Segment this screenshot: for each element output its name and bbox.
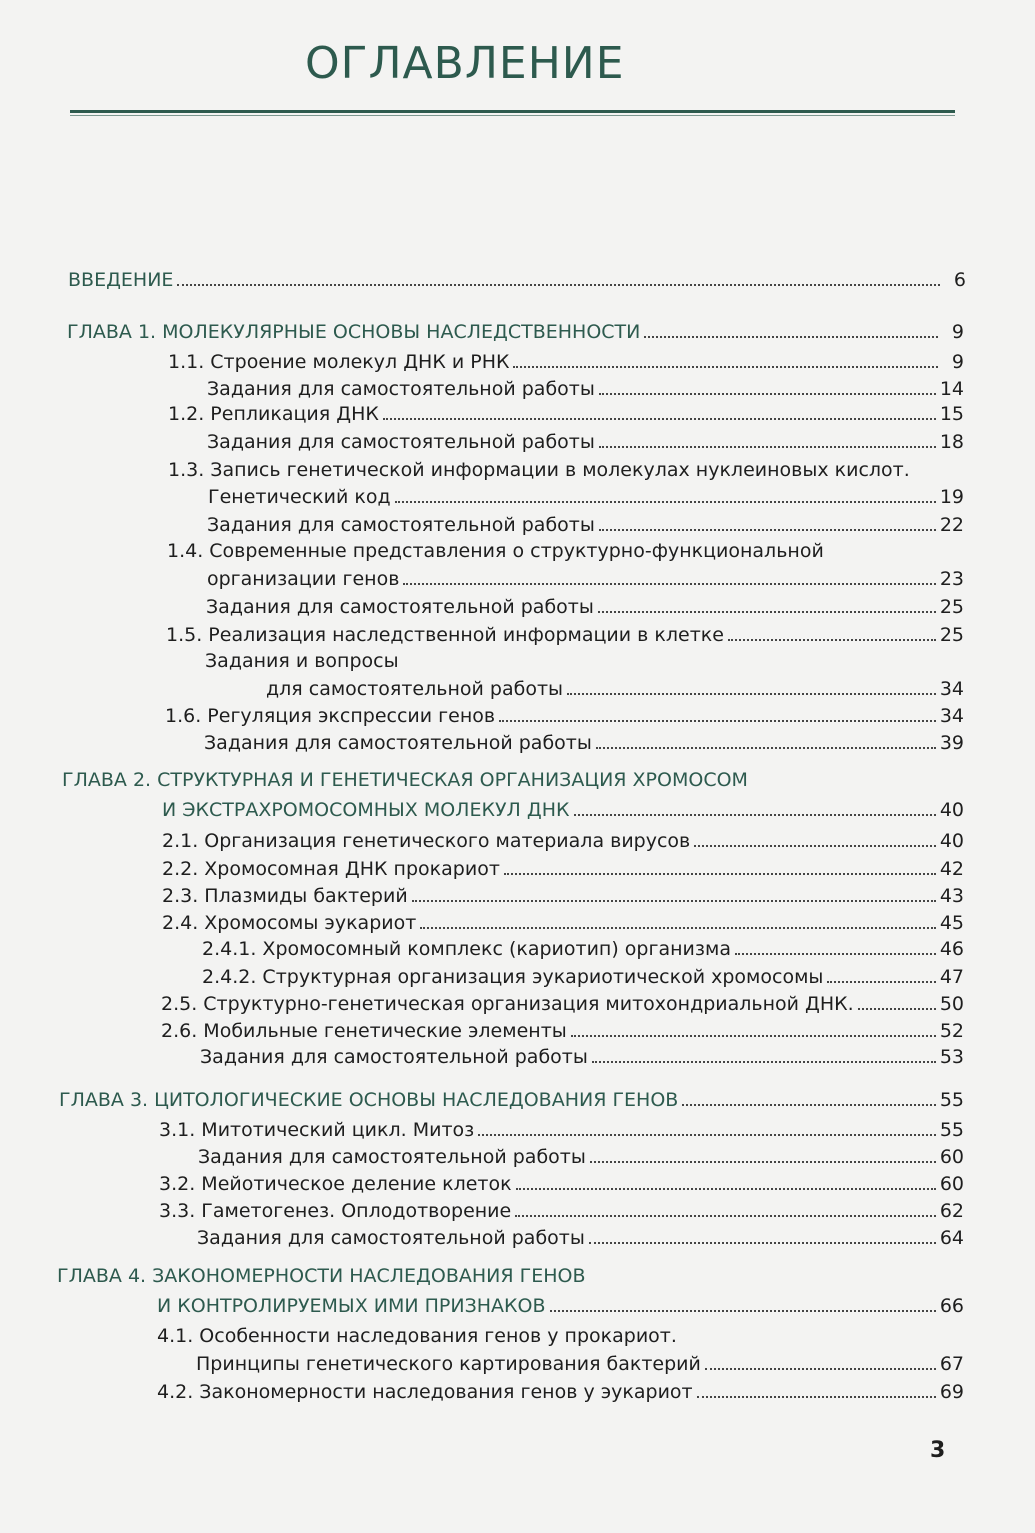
toc-entry-2-2[interactable] — [162, 857, 964, 881]
toc-label: 2.4.1. Хромосомный комплекс (кариотип) организма — [202, 938, 731, 960]
leader-dots — [644, 321, 938, 338]
toc-label: организации генов — [207, 568, 400, 590]
toc-page: 39 — [939, 732, 964, 754]
toc-entry-4-1[interactable] — [196, 1352, 964, 1376]
toc-page: 23 — [939, 568, 964, 590]
toc-entry-3-1[interactable] — [159, 1118, 964, 1142]
title-rule-thin — [70, 115, 955, 116]
leader-dots — [599, 514, 936, 531]
leader-dots — [858, 993, 936, 1010]
toc-page: 66 — [939, 1295, 964, 1317]
toc-entry-3-1-tasks[interactable] — [198, 1145, 964, 1169]
toc-entry-chapter-3[interactable] — [59, 1088, 964, 1112]
leader-dots — [682, 1089, 936, 1106]
toc-page: 6 — [953, 269, 966, 291]
toc-label: 1.2. Репликация ДНК — [168, 403, 379, 425]
leader-dots — [420, 912, 936, 929]
toc-entry-chapter-1[interactable] — [67, 320, 964, 344]
toc-entry-2-4-1[interactable] — [202, 937, 964, 961]
toc-entry-2-4-2[interactable] — [202, 965, 964, 989]
toc-entry-4-2[interactable] — [157, 1380, 964, 1404]
toc-entry-1-4-line1: 1.4. Современные представления о структурно-функциональной — [167, 540, 824, 562]
leader-dots — [705, 1353, 936, 1370]
leader-dots — [590, 1146, 936, 1163]
toc-label: Задания для самостоятельной работы — [198, 1146, 586, 1168]
leader-dots — [516, 1173, 936, 1190]
toc-label: Задания для самостоятельной работы — [207, 431, 595, 453]
toc-label: ГЛАВА 1. МОЛЕКУЛЯРНЫЕ ОСНОВЫ НАСЛЕДСТВЕННОСТИ — [67, 321, 641, 343]
toc-entry-2-5[interactable] — [161, 992, 964, 1016]
leader-dots — [592, 1046, 936, 1063]
toc-entry-2-6[interactable] — [161, 1019, 964, 1043]
toc-label: Задания для самостоятельной работы — [204, 732, 592, 754]
toc-entry-2-6-tasks[interactable] — [200, 1045, 964, 1069]
toc-page: 67 — [939, 1353, 964, 1375]
toc-entry-3-3-tasks[interactable] — [197, 1226, 964, 1250]
toc-page: 45 — [939, 912, 964, 934]
toc-entry-chapter-2-line1: ГЛАВА 2. СТРУКТУРНАЯ И ГЕНЕТИЧЕСКАЯ ОРГАНИЗАЦИЯ ХРОМОСОМ — [62, 769, 748, 791]
toc-label: 2.5. Структурно-генетическая организация митохондриальной ДНК. — [161, 993, 854, 1015]
leader-dots — [697, 1381, 936, 1398]
leader-dots — [589, 1227, 936, 1244]
leader-dots — [504, 858, 936, 875]
leader-dots — [598, 596, 936, 613]
toc-entry-1-5-tasks-line1: Задания и вопросы — [205, 650, 399, 672]
toc-page: 52 — [939, 1020, 964, 1042]
leader-dots — [412, 885, 936, 902]
toc-label: 2.3. Плазмиды бактерий — [162, 885, 408, 907]
toc-label: для самостоятельной работы — [266, 678, 564, 700]
toc-page: 60 — [939, 1146, 964, 1168]
toc-label: Задания для самостоятельной работы — [197, 1227, 585, 1249]
toc-label: 1.1. Строение молекул ДНК и РНК — [168, 351, 510, 373]
toc-page: 18 — [939, 431, 964, 453]
toc-label: Задания для самостоятельной работы — [200, 1046, 588, 1068]
leader-dots — [728, 624, 936, 641]
toc-entry-chapter-4-line1: ГЛАВА 4. ЗАКОНОМЕРНОСТИ НАСЛЕДОВАНИЯ ГЕНОВ — [57, 1265, 586, 1287]
toc-page: 50 — [939, 993, 964, 1015]
toc-entry-4-1-line1: 4.1. Особенности наследования генов у прокариот. — [157, 1325, 677, 1347]
toc-entry-3-3[interactable] — [159, 1199, 964, 1223]
toc-label: Генетический код — [208, 486, 391, 508]
toc-label: 2.4.2. Структурная организация эукариотической хромосомы — [202, 966, 824, 988]
leader-dots — [596, 732, 936, 749]
toc-page: 25 — [939, 624, 964, 646]
leader-dots — [574, 799, 936, 816]
toc-entry-1-3-tasks[interactable] — [207, 513, 964, 537]
leader-dots — [599, 378, 936, 395]
toc-entry-1-4[interactable] — [207, 567, 964, 591]
leader-dots — [694, 830, 936, 847]
toc-entry-1-5-tasks[interactable] — [266, 677, 964, 701]
toc-page: 55 — [939, 1089, 964, 1111]
leader-dots — [177, 269, 940, 286]
toc-label: ВВЕДЕНИЕ — [68, 269, 174, 291]
toc-entry-chapter-4[interactable] — [157, 1294, 964, 1318]
toc-page: 40 — [939, 830, 964, 852]
toc-label: ГЛАВА 3. ЦИТОЛОГИЧЕСКИЕ ОСНОВЫ НАСЛЕДОВАНИЯ ГЕНОВ — [59, 1089, 679, 1111]
toc-page: 46 — [939, 938, 964, 960]
toc-page: 15 — [939, 403, 964, 425]
toc-entry-1-5[interactable] — [166, 623, 964, 647]
toc-entry-1-3[interactable] — [208, 485, 964, 509]
toc-page: 22 — [939, 514, 964, 536]
toc-entry-2-3[interactable] — [162, 884, 964, 908]
toc-entry-introduction[interactable] — [68, 268, 966, 292]
toc-label: 2.2. Хромосомная ДНК прокариот — [162, 858, 500, 880]
toc-label: Принципы генетического картирования бактерий — [196, 1353, 701, 1375]
leader-dots — [499, 705, 936, 722]
toc-label: И ЭКСТРАХРОМОСОМНЫХ МОЛЕКУЛ ДНК — [162, 799, 570, 821]
toc-label: 3.3. Гаметогенез. Оплодотворение — [159, 1200, 512, 1222]
toc-label: И КОНТРОЛИРУЕМЫХ ИМИ ПРИЗНАКОВ — [157, 1295, 546, 1317]
page-number: 3 — [930, 1438, 946, 1463]
toc-page: 34 — [939, 705, 964, 727]
toc-entry-chapter-2[interactable] — [162, 798, 964, 822]
toc-label: 4.2. Закономерности наследования генов у эукариот — [157, 1381, 693, 1403]
toc-label: 2.6. Мобильные генетические элементы — [161, 1020, 567, 1042]
toc-page: 14 — [939, 378, 964, 400]
toc-entry-2-1[interactable] — [162, 829, 964, 853]
toc-label: Задания для самостоятельной работы — [207, 378, 595, 400]
toc-entry-2-4[interactable] — [162, 911, 964, 935]
toc-label: 3.2. Мейотическое деление клеток — [159, 1173, 512, 1195]
toc-page: 69 — [939, 1381, 964, 1403]
toc-page: 47 — [939, 966, 964, 988]
leader-dots — [567, 678, 936, 695]
toc-page: 43 — [939, 885, 964, 907]
toc-page: 40 — [939, 799, 964, 821]
toc-page: 9 — [951, 321, 964, 343]
leader-dots — [513, 351, 938, 368]
toc-page: 62 — [939, 1200, 964, 1222]
toc-entry-1-1-tasks[interactable] — [207, 377, 964, 401]
leader-dots — [383, 403, 936, 420]
leader-dots — [403, 568, 935, 585]
page-title: ОГЛАВЛЕНИЕ — [305, 38, 625, 89]
leader-dots — [478, 1119, 936, 1136]
toc-page: 60 — [939, 1173, 964, 1195]
toc-page: 9 — [951, 351, 964, 373]
toc-label: Задания для самостоятельной работы — [207, 514, 595, 536]
toc-entry-3-2[interactable] — [159, 1172, 964, 1196]
toc-entry-1-2[interactable] — [168, 402, 964, 426]
toc-label: 1.5. Реализация наследственной информации в клетке — [166, 624, 724, 646]
toc-entry-1-4-tasks[interactable] — [206, 595, 964, 619]
toc-page: 34 — [939, 678, 964, 700]
toc-label: Задания для самостоятельной работы — [206, 596, 594, 618]
toc-page: 53 — [939, 1046, 964, 1068]
leader-dots — [599, 431, 936, 448]
leader-dots — [395, 486, 936, 503]
toc-entry-1-6[interactable] — [165, 704, 964, 728]
leader-dots — [515, 1200, 936, 1217]
toc-label: 3.1. Митотический цикл. Митоз — [159, 1119, 475, 1141]
leader-dots — [735, 938, 936, 955]
toc-label: 2.4. Хромосомы эукариот — [162, 912, 417, 934]
toc-entry-1-6-tasks[interactable] — [204, 731, 964, 755]
toc-entry-1-2-tasks[interactable] — [207, 430, 964, 454]
toc-page: 25 — [939, 596, 964, 618]
leader-dots — [571, 1020, 936, 1037]
toc-entry-1-1[interactable] — [168, 350, 964, 374]
toc-entry-1-3-line1: 1.3. Запись генетической информации в молекулах нуклеиновых кислот. — [168, 459, 910, 481]
toc-label: 1.6. Регуляция экспрессии генов — [165, 705, 496, 727]
leader-dots — [827, 966, 935, 983]
title-rule — [70, 110, 955, 113]
leader-dots — [550, 1295, 936, 1312]
toc-page: 19 — [939, 486, 964, 508]
toc-page: 42 — [939, 858, 964, 880]
toc-page: 64 — [939, 1227, 964, 1249]
toc-label: 2.1. Организация генетического материала вирусов — [162, 830, 691, 852]
toc-page: 55 — [939, 1119, 964, 1141]
